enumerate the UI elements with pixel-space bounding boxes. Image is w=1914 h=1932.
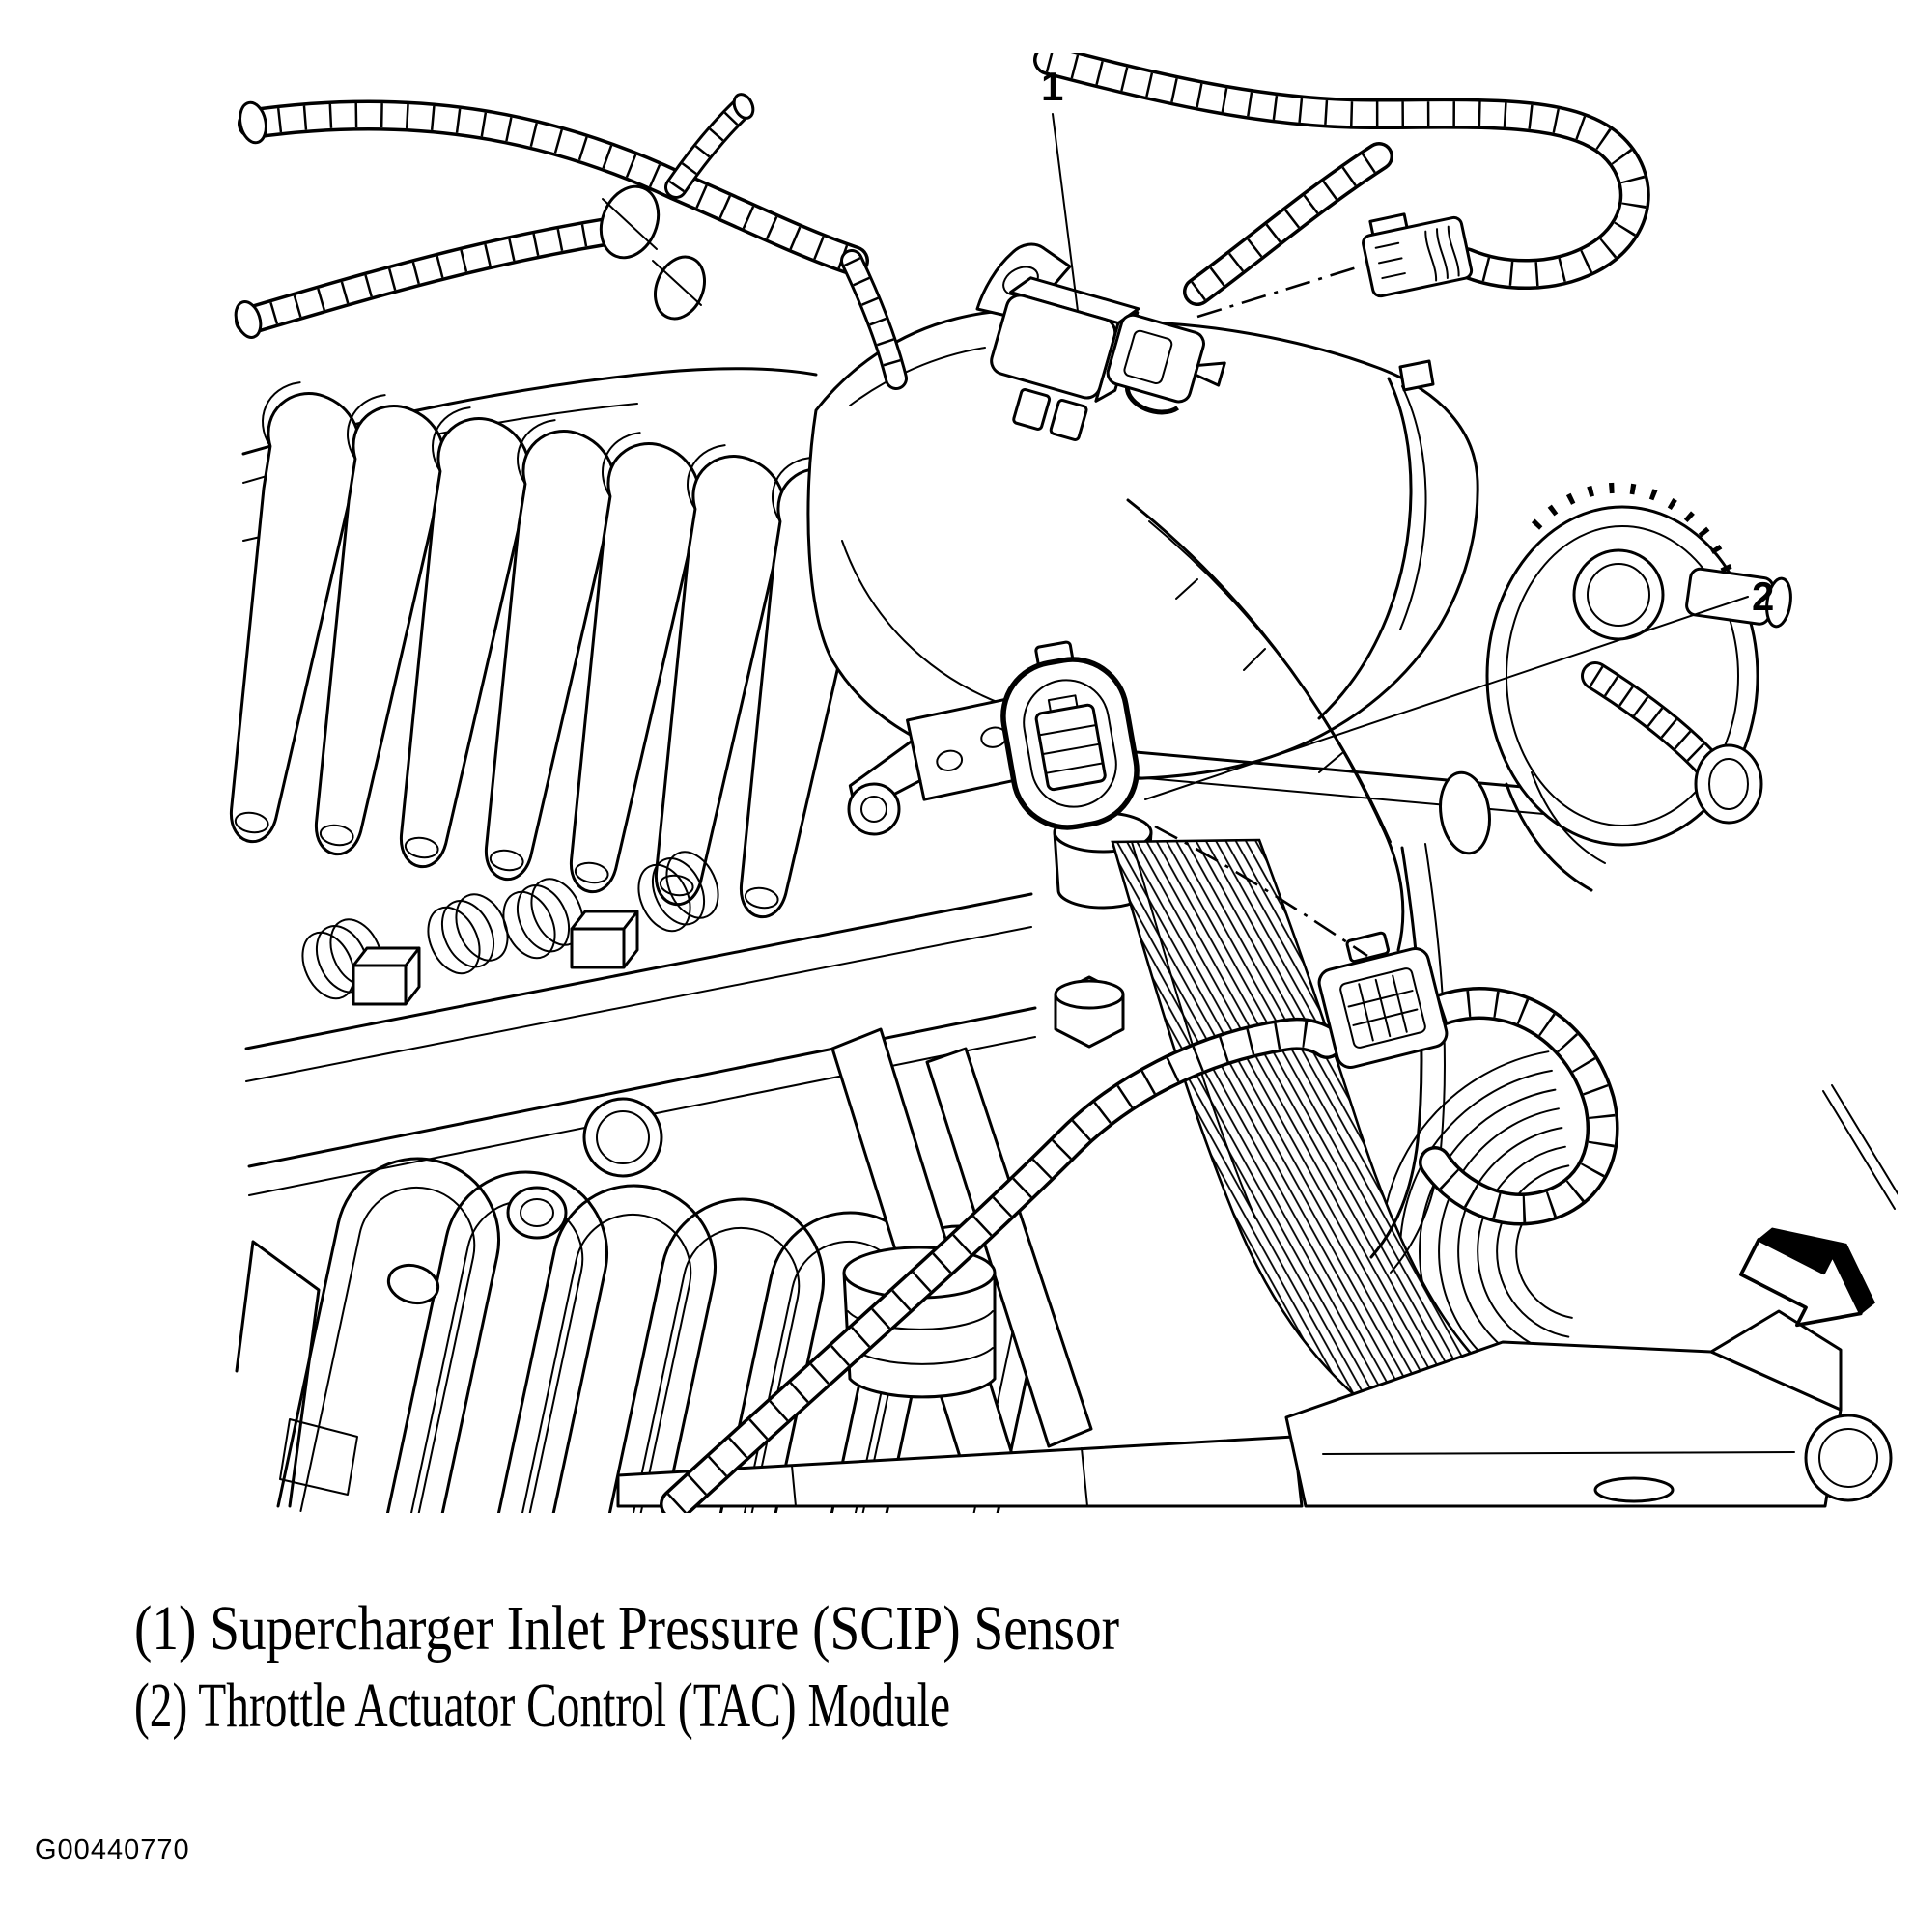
harness-tube-sensor-to-loop [1197,156,1379,292]
throttle-bore [1574,550,1663,639]
hex-bolt [1056,977,1123,1047]
throttle-body [1487,488,1793,890]
callout-1-label: 1 [1041,64,1064,109]
cover-blocks [353,911,637,1004]
legend-item-2: (2) Throttle Actuator Control (TAC) Module [134,1670,950,1741]
supercharger-fins-upper [197,378,879,924]
legend-item-1: (1) Supercharger Inlet Pressure (SCIP) Sensor [134,1593,1120,1664]
coolant-port [584,1099,661,1176]
hose-port [1696,745,1761,823]
harness-connector-upper [1359,203,1473,297]
harness-tube-left-lower [249,230,618,321]
bolt-ring [508,1188,566,1238]
callout-2-label: 2 [1752,574,1775,619]
figure-id: G00440770 [35,1834,190,1865]
harness-branch-up [676,108,742,187]
